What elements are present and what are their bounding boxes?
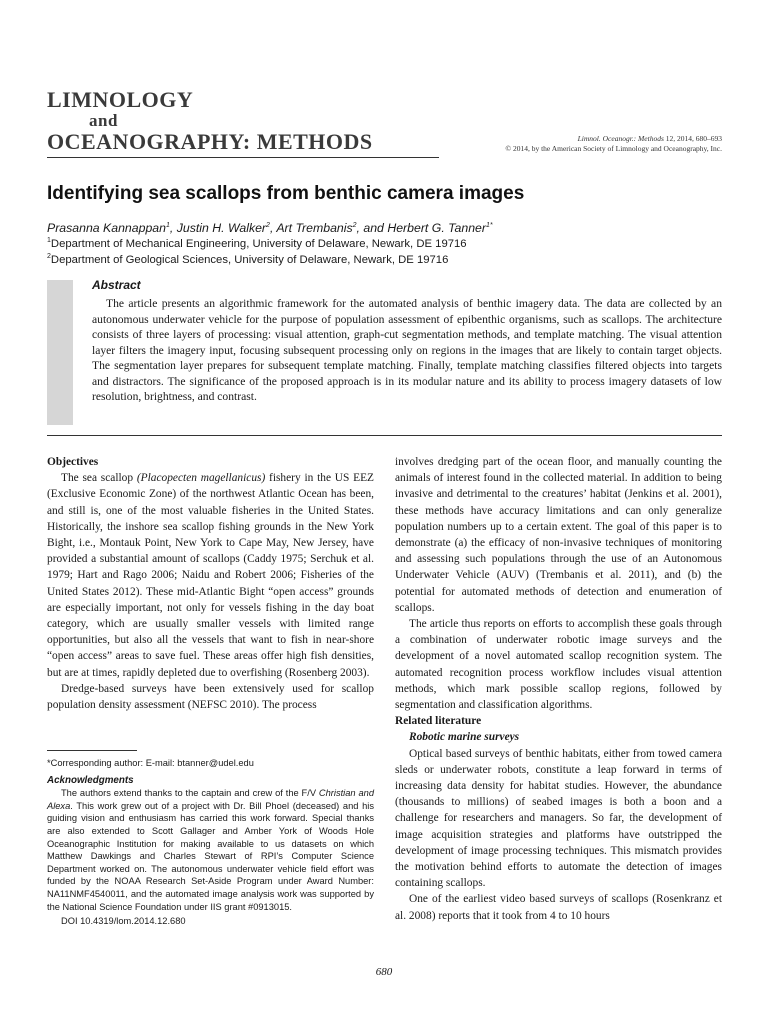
text-run: . This work grew out of a project with Dr. Bill Phoel (deceased) and his guiding vision and enthusiasm has carried this work forward. Special thanks are also extended to Scott Gallager and Amber York of Woods Hole Oceanographic Institution for making available to us datasets on which Matthew Dawkings and Charles Stewart of RPI’s Computer Science Department worked on. The autonomous underwater vehicle field effort was funded by the NOAA Research Set-Aside Program under Award Number: NA11NMF4540011, and the automated image analysis work was supported by the National Science Foundation under IIS grant #0913015. — [47, 800, 374, 912]
acknowledgments-text — [47, 787, 374, 913]
body-paragraph: Dredge-based surveys have been extensively used for scallop population density assessment (NEFSC 2010). The process — [47, 682, 374, 712]
affiliation-list — [47, 236, 727, 268]
text-run: The authors extend thanks to the captain and crew of the F/V — [61, 788, 319, 799]
affiliation-number: 1 — [47, 237, 51, 245]
author-name: Justin H. Walker — [176, 221, 267, 235]
body-paragraph: One of the earliest video based surveys of scallops (Rosenkranz et al. 2008) reports that it took from 4 to 10 hours — [395, 893, 722, 922]
species-name: (Placopecten magellanicus) — [136, 472, 266, 485]
text-run: The sea scallop — [61, 472, 137, 485]
author-name: Herbert G. Tanner — [387, 221, 486, 235]
right-column — [395, 454, 722, 924]
abstract-heading: Abstract — [92, 278, 141, 292]
subsection-heading: Robotic marine surveys — [409, 731, 520, 744]
body-paragraph — [47, 470, 374, 681]
acknowledgments-heading: Acknowledgments — [47, 774, 134, 786]
section-heading: Related literature — [395, 715, 482, 728]
body-paragraph: involves dredging part of the ocean floor, and manually counting the animals of interest found in the collected material. In addition to being invasive and detrimental to the creatures’ habitat (Jenkins et al. 2001), these methods have accuracy limitations and can only generalize population numbers up to a certain extent. The goal of this paper is to demonstrate (a) the efficacy of non-invasive techniques of monitoring and assessing such populations through the use of an Autonomous Underwater Vehicle (AUV) (Trembanis et al. 2011), and (b) the potential for automated methods of detection and enumeration of scallops. — [395, 456, 722, 614]
author-affil-mark: 1* — [485, 221, 493, 229]
footnote-rule — [47, 750, 137, 751]
abstract-text: The article presents an algorithmic framework for the automated analysis of benthic imagery data. The data are collected by an autonomous underwater vehicle for the purpose of population assessment of epibenthic organisms, such as scallops. The architecture consists of three layers of processing: visual attention, graph-cut segmentation methods, and template matching. The visual attention layer filters the imagery input, focusing subsequent processing only on regions in the images that are likely to contain target objects. The segmentation layer prepares for subsequent template matching. Finally, template matching classifies filtered objects into targets and distractors. The significance of the proposed approach is in its modular nature and its ability to process imagery datasets of low resolution, brightness, and contrast. — [92, 297, 722, 403]
affiliation — [47, 236, 727, 252]
page-number: 680 — [375, 966, 393, 978]
corresponding-author: *Corresponding author: E-mail: btanner@udel.edu — [47, 758, 254, 768]
author-separator: , — [169, 221, 177, 235]
author-name: Prasanna Kannappan — [47, 221, 166, 235]
journal-name-line2: and — [89, 111, 118, 130]
author-separator: , — [269, 221, 277, 235]
copyright-notice: © 2014, by the American Society of Limnology and Oceanography, Inc. — [505, 144, 722, 153]
author-separator: , and — [356, 221, 388, 235]
journal-abbrev: Limnol. Oceanogr.: Methods — [577, 134, 664, 143]
left-column — [47, 454, 374, 713]
journal-name-line3: OCEANOGRAPHY: METHODS — [47, 129, 373, 154]
journal-masthead — [47, 88, 373, 154]
author-list — [47, 220, 727, 236]
author-name: Art Trembanis — [276, 221, 353, 235]
masthead-rule — [47, 157, 439, 158]
text-run: fishery in the US EEZ (Exclusive Economic Zone) of the northwest Atlantic Ocean has been, and still is, one of the most valuable fisheries in the United States. Historically, the inshore sea scallop fishing grounds in the New York Bight, i.e., Montauk Point, New York to Cape May, New Jersey, have provided a substantial amount of scallops (Caddy 1975; Serchuk et al. 1979; Hart and Rago 2006; Naidu and Robert 2006; Fisheries of the United States 2012). These mid-Atlantic Bight “open access” grounds are especially important, not only for vessels fishing in the day boat category, which are usually smaller vessels with limited range opportunities, but also all the vessels that want to fish in near-shore “open access” areas to save fuel. These areas offer high fish densities, but are at times, rapidly depleted due to overfishing (Rosenberg 2003). — [47, 472, 374, 679]
paper-title: Identifying sea scallops from benthic camera images — [47, 183, 525, 204]
citation-block — [422, 134, 722, 154]
vessel-name: Christian and Alexa — [47, 788, 374, 811]
body-paragraph: The article thus reports on efforts to accomplish these goals through a combination of underwater robotic image surveys and the development of a novel automated scallop recognition system. The automated recognition process workflow includes visual attention methods, which mark possible scallop regions, followed by segmentation and classification algorithms. — [395, 618, 722, 712]
body-paragraph: Optical based surveys of benthic habitats, either from towed camera sleds or underwater robots, constitute a leap forward in terms of increasing data density for habitat studies. However, the abundance (thousands to millions) of seabed images is both a boon and a challenge for researchers and managers. So far, the development of image acquisition strategies and platforms have outstripped the development of image processing techniques. This mismatch provides the motivation behind efforts to automate the detection of images containing scallops. — [395, 747, 722, 890]
doi: DOI 10.4319/lom.2014.12.680 — [61, 916, 186, 927]
volume-pages: 12, 2014, 680–693 — [665, 134, 722, 143]
author-affil-mark: 1 — [165, 221, 170, 229]
author-affil-mark: 2 — [266, 221, 270, 229]
affiliation-number: 2 — [47, 253, 51, 261]
footnotes — [47, 757, 374, 928]
abstract-rule — [47, 435, 722, 436]
abstract-sidebar — [47, 280, 73, 425]
affiliation — [47, 252, 727, 268]
journal-name-line1: LIMNOLOGY — [47, 87, 194, 112]
affiliation-text: Department of Mechanical Engineering, University of Delaware, Newark, DE 19716 — [50, 238, 467, 250]
author-affil-mark: 2 — [352, 221, 357, 229]
section-heading: Objectives — [47, 456, 99, 468]
affiliation-text: Department of Geological Sciences, University of Delaware, Newark, DE 19716 — [50, 254, 449, 266]
